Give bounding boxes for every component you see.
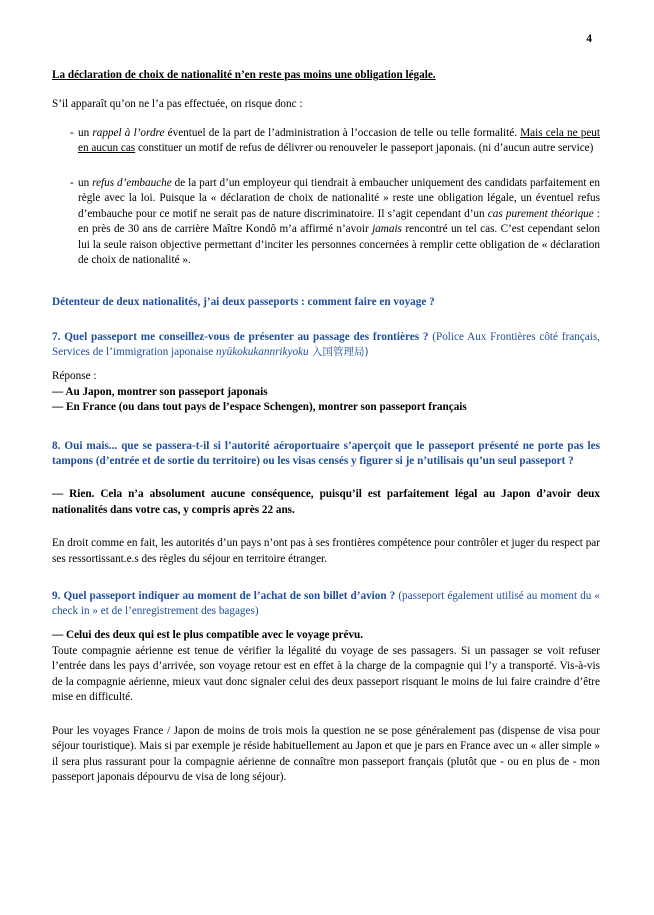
intro-paragraph: S’il apparaît qu’on ne l’a pas effectuée, on risque donc : (52, 98, 303, 111)
question-7-detail-italic: nyūkokukannrikyoku (216, 346, 309, 359)
bullet-part-italic: cas purement théorique (487, 207, 594, 220)
section-title-travel: Détenteur de deux nationalités, j’ai deux passeports : comment faire en voyage ? (52, 295, 435, 308)
bullet-part-italic: refus d’embauche (92, 176, 172, 189)
answer-7 (52, 369, 600, 415)
bullet-marker: - (70, 176, 74, 189)
bullet-part: constituer un motif de refus de délivrer ou renouveler le passeport japonais. (ni d’aucun autre service) (135, 142, 594, 155)
bullet-part: de la part d’un employeur qui tiendrait à embaucher uniquement des candidats parfaitement en règle avec la loi. Puisque la « déclaration de choix de nationalité » reste une obligation légale, un éventuel refus d’embauche pour ce motif ne serait pas de nature discriminatoire. Il s’agit cependant d’un (78, 176, 600, 220)
bullet-text (78, 126, 600, 157)
bullet-part: éventuel de la part de l’administration à l’occasion de telle ou telle formalité. (164, 126, 521, 139)
question-9-detail: (passeport également utilisé au moment du « check in » et de l’enregistrement des bagages) (52, 590, 600, 618)
question-9 (52, 589, 600, 786)
question-7-detail-prefix: (Police Aux Frontières côté français, Services de l’immigration japonaise (52, 330, 600, 359)
answer-7-line-2: — En France (ou dans tout pays de l’espace Schengen), montrer son passeport français (52, 401, 467, 414)
question-7-text (52, 330, 600, 360)
question-9-title: 9. Quel passeport indiquer au moment de l’achat de son billet d’avion ? (52, 590, 396, 603)
bullet-part-underline: Mais cela ne peut en aucun cas (78, 126, 601, 155)
question-8 (52, 439, 600, 567)
page-number: 4 (586, 33, 592, 45)
bullet-part: rencontré un tel cas. C’est cependant selon lui la seule raison objective permettant d’inciter les personnes concernées à remplir cette obligation de « déclaration de choix de nationalité ». (78, 223, 600, 267)
question-7-title: 7. Quel passeport me conseillez-vous de présenter au passage des frontières ? (52, 330, 429, 343)
question-7-detail-japanese: 入国管理局) (308, 346, 369, 359)
bullet-part-italic: jamais (372, 223, 402, 236)
bullet-part-italic: rappel à l’ordre (92, 126, 165, 139)
section-heading: La déclaration de choix de nationalité n’en reste pas moins une obligation légale. (52, 69, 436, 81)
document-body (52, 68, 600, 786)
answer-8-bold: — Rien. Cela n’a absolument aucune conséquence, puisqu’il est parfaitement légal au Japon d’avoir deux nationalités dans votre cas, y compris après 22 ans. (52, 488, 600, 516)
answer-9-bold: — Celui des deux qui est le plus compatible avec le voyage prévu. (52, 628, 364, 641)
list-item (52, 176, 600, 269)
bullet-part: un (78, 126, 93, 139)
answer-9-paragraph-2: Pour les voyages France / Japon de moins de trois mois la question ne se pose généralement pas (dispense de visa pour séjour touristique). Mais si par exemple je réside habituellement au Japon et que je pars en France avec un « aller simple » il sera plus rassurant pour la compagnie aérienne de connaître mon passeport français (plutôt que - ou en plus de - mon passeport japonais dépourvu de visa de long séjour). (52, 724, 600, 784)
bullet-text (78, 176, 600, 269)
bullet-part: : en près de 30 ans de carrière Maître Kondô m’a affirmé n’avoir (78, 207, 600, 236)
answer-7-label: Réponse : (52, 370, 97, 383)
bullet-part: un (78, 176, 93, 189)
answer-9-paragraph-1: Toute compagnie aérienne est tenue de vérifier la légalité du voyage de ses passagers. Si un passager se voit refuser l’entrée dans les pays d’arrivée, son voyage retour est en effet à la charge de la compagnie qui l’y a transporté. Vis-à-vis de la compagnie aérienne, mieux vaut donc signaler celui des deux passeport risquant le moins de lui faire craindre d’être mise en difficulté. (52, 645, 600, 704)
answer-7-line-1: — Au Japon, montrer son passeport japonais (52, 385, 268, 398)
question-8-title: 8. Oui mais... que se passera-t-il si l’autorité aéroportuaire s’aperçoit que le passeport présenté ne porte pas les tampons (d’entrée et de sortie du territoire) ou les visas censés y figurer si je n’utilisais qu’un seul passeport ? (52, 439, 600, 468)
question-7 (52, 330, 600, 416)
question-9-text (52, 589, 600, 619)
bullet-marker: - (70, 126, 74, 139)
list-item (52, 126, 600, 157)
answer-8-plain: En droit comme en fait, les autorités d’un pays n’ont pas à ses frontières compétence pour contrôler et juger du respect par ses ressortissant.e.s des règles du séjour en territoire étranger. (52, 537, 600, 565)
